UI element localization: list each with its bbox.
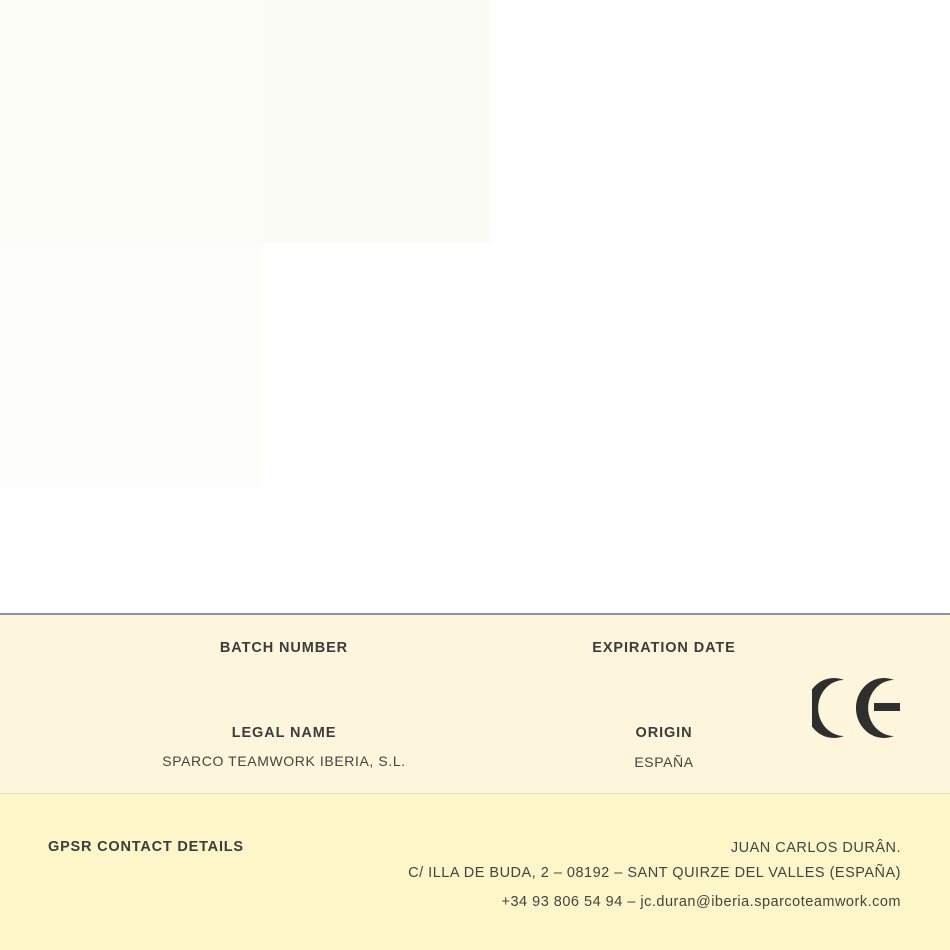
- gpsr-contact-name: JUAN CARLOS DURÂN.: [730, 840, 901, 856]
- expiration-date-label: EXPIRATION DATE: [592, 640, 736, 656]
- artwork-ghost-block: [0, 244, 262, 486]
- origin-label: ORIGIN: [635, 725, 693, 741]
- legal-name-value: SPARCO TEAMWORK IBERIA, S.L.: [162, 753, 406, 769]
- origin-value: ESPAÑA: [634, 754, 694, 770]
- ce-marking-icon: [812, 676, 902, 740]
- gpsr-contact-phone-email: +34 93 806 54 94 – jc.duran@iberia.sparcoteamwork.com: [501, 894, 901, 910]
- gpsr-contact-address: C/ ILLA DE BUDA, 2 – 08192 – SANT QUIRZE DEL VALLES (ESPAÑA): [408, 865, 901, 881]
- batch-number-label: BATCH NUMBER: [219, 640, 349, 656]
- gpsr-contact-details-label: GPSR CONTACT DETAILS: [48, 839, 244, 855]
- legal-name-label: LEGAL NAME: [231, 725, 337, 741]
- artwork-ghost-block: [262, 0, 490, 244]
